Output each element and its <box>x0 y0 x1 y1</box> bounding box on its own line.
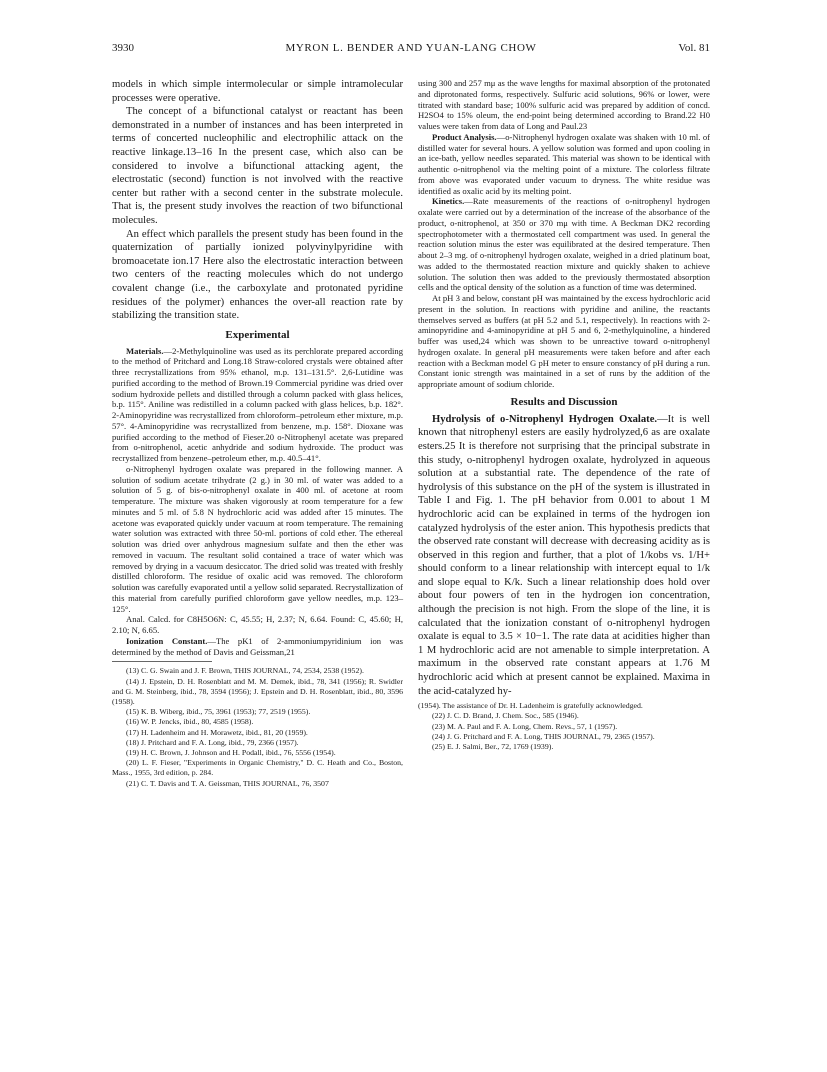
volume-label: Vol. 81 <box>678 42 710 54</box>
ionization-label: Ionization Constant. <box>126 635 208 646</box>
product-analysis-text: —o-Nitrophenyl hydrogen oxalate was shaken with 10 ml. of distilled water for several hours. A yellow solution was formed and upon cooling in an ice-bath, yellow needles separated. This material was shown to be identical with authentic o-nitrophenol via the melting point of a mixture. The colorless filtrate from above was evaporated under vacuum to dryness. The white residue was identified as oxalic acid by its melting point. <box>418 131 711 196</box>
hydrolysis-text: —It is well known that nitrophenyl esters are easily hydrolyzed,6 as are oxalate esters.25 It is therefore not surprising that the principal substrate in this study, o-nitrophenyl hydrogen oxalate, hydrolyzed in aqueous solution at a substantial rate. The dependence of the rate of hydrolysis of this substance on the pH of the system is illustrated in Table I and Fig. 1. The pH behavior from 0.001 to about 1 M hydrochloric acid can be explained in terms of the hydrogen ion catalyzed hydrolysis of the ester anion. This hypothesis predicts that the observed rate constant will decrease with decreasing acidity as is observed in this region and further, that a plot of 1/kobs vs. 1/H+ should conform to a linear relationship with intercept equal to 1/k and slope equal to K/k. Such a linear relationship does hold over about four powers of ten in the hydrogen ion concentration, although the precision is not high. From the slope of the line, it is calculated that the ionization constant of o-nitrophenyl hydrogen oxalate is equal to 3.5 × 10−1. The rate data at acidities higher than 1 M hydrochloric acid are not amenable to simple interpretation. A maximum in the observed rate constant appears at 1.76 M hydrochloric acid which at present cannot be explained. Maxima in the acid-catalyzed hy- <box>418 413 710 697</box>
left-column <box>112 78 403 789</box>
footnote: (24) J. G. Pritchard and F. A. Long, THIS JOURNAL, 79, 2365 (1957). <box>432 731 655 741</box>
footnote: (13) C. G. Swain and J. F. Brown, THIS JOURNAL, 74, 2534, 2538 (1952). <box>126 666 364 676</box>
kinetics-text: —Rate measurements of the reactions of o-nitrophenyl hydrogen oxalate were carried out by a determination of the increase of the absorbance of the product, o-nitrophenol, at 350 or 370 mμ with time. A Beckman DK2 recording spectrophotometer with a thermostated cell compartment was used. In general the reaction solution minus the ester was equilibrated at the desired temperature. Then about 2–3 mg. of o-nitrophenyl hydrogen oxalate, weighed in a dried platinum boat, was added to the thermostated reaction mixture and quickly shaken to achieve solution. The solution then was added to the previously thermostated absorption cells and the optical density of the solution as a function of time was determined. <box>418 196 710 293</box>
ionization-paragraph <box>112 636 403 658</box>
footnote: (17) H. Ladenheim and H. Morawetz, ibid., 81, 20 (1959). <box>126 727 308 737</box>
footnote: (18) J. Pritchard and F. A. Long, ibid., 79, 2366 (1957). <box>126 737 299 747</box>
footnote: (14) J. Epstein, D. H. Rosenblatt and M. M. Demek, ibid., 78, 341 (1956); R. Swidler and G. M. Steinberg, ibid., 78, 3594 (1956); J. Epstein and D. H. Rosenblatt, ibid., 80, 3596 (1958). <box>112 676 403 707</box>
intro-paragraph-2: The concept of a bifunctional catalyst or reactant has been demonstrated in a number of instances and has been interpreted in terms of concerted nucleophilic and electrophilic attack on the reactive linkage.13–16 In the present case, which also can be considered to involve a bifunctional attacking agent, the electrostatic (second) function is not involved with the reactive center but rather with a second center in the substrate molecule. That is, the present study involves the reaction of two bifunctional molecules. <box>112 106 403 226</box>
running-header <box>112 42 710 58</box>
materials-label: Materials. <box>126 345 164 356</box>
footnote: (23) M. A. Paul and F. A. Long, Chem. Revs., 57, 1 (1957). <box>432 721 618 731</box>
hydrolysis-label: Hydrolysis of o-Nitrophenyl Hydrogen Oxalate. <box>432 413 658 425</box>
intro-paragraph-3: An effect which parallels the present study has been found in the quaternization of partially ionized polyvinylpyridine with bromoacetate ion.17 Here also the electrostatic interaction between two centers of the reacting molecules which do not undergo covalent change (i.e., the carboxylate and protonated pyridine residues of the polymer) enhances the over-all reaction rate by stabilizing the transition state. <box>112 228 403 322</box>
running-title: MYRON L. BENDER AND YUAN-LANG CHOW <box>285 42 537 54</box>
footnote: (22) J. C. D. Brand, J. Chem. Soc., 585 (1946). <box>432 711 579 721</box>
preparation-paragraph: o-Nitrophenyl hydrogen oxalate was prepared in the following manner. A solution of sodium acetate trihydrate (2 g.) in 30 ml. of water was added to a solution of 5 g. of bis-o-nitrophenyl oxalate in 400 ml. of acetone at room temperature. The mixture was shaken vigorously at room temperature for a few minutes and 5 ml. of 5.8 N hydrochloric acid was added after 15 minutes. The acetone was evaporated quickly under vacuum at room temperature. The remaining water solution was extracted with three 50-ml. portions of cold ether. The ethereal solution was dried over anhydrous magnesium sulfate and then the ether was removed in vacuum. The resultant solid contained a trace of water which was removed by drying in a vacuum desiccator. The dried solid was treated with freshly distilled chloroform. The residue of oxalic acid was removed. The chloroform solution was carefully evaporated until a yellow solid separated. Recrystallization of this material from carefully purified chloroform gave yellow needles, m.p. 123–125°. <box>112 463 403 614</box>
kinetics-label: Kinetics. <box>432 196 465 207</box>
right-footnotes <box>418 701 710 752</box>
footnote: (25) E. J. Salmi, Ber., 72, 1769 (1939). <box>432 742 554 752</box>
right-column <box>418 78 710 752</box>
footnote: (16) W. P. Jencks, ibid., 80, 4585 (1958). <box>126 717 254 727</box>
ph-paragraph: At pH 3 and below, constant pH was maintained by the excess hydrochloric acid present in the solution. In reactions with pyridine and aniline, the reactants themselves served as buffers (at pH 5.2 and 5.1, respectively). In reactions with 2-aminopyridine and 4-aminopyridine at pH 5 and 6, 2-methylquinoline, a hindered buffer was used,24 which was shown to be unreactive toward o-nitrophenyl hydrogen oxalate. In general pH measurements were taken before and after each reaction with a Beckman model G pH meter to ensure constancy of pH during a run. Constant ionic strength was maintained in a set of runs by the addition of the appropriate amount of sodium chloride. <box>418 293 710 389</box>
analysis-paragraph: Anal. Calcd. for C8H5O6N: C, 45.55; H, 2.37; N, 6.64. Found: C, 45.60; H, 2.10; N, 6.65. <box>112 614 403 636</box>
footnote: (21) C. T. Davis and T. A. Geissman, THIS JOURNAL, 76, 3507 <box>126 778 329 788</box>
footnote: (15) K. B. Wiberg, ibid., 75, 3961 (1953); 77, 2519 (1955). <box>126 707 311 717</box>
hydrolysis-paragraph <box>418 413 710 698</box>
materials-paragraph <box>112 346 403 464</box>
footnote: (20) L. F. Fieser, "Experiments in Organic Chemistry," D. C. Heath and Co., Boston, Mass., 1955, 3rd edition, p. 284. <box>112 758 403 778</box>
footnote: (1954). The assistance of Dr. H. Ladenheim is gratefully acknowledged. <box>418 701 643 711</box>
results-heading: Results and Discussion <box>510 395 618 408</box>
product-analysis-label: Product Analysis. <box>432 131 497 142</box>
materials-text: —2-Methylquinoline was used as its perchlorate prepared according to the method of Pritchard and Long.18 Straw-colored crystals were obtained after three recrystallizations from 95% ethanol, m.p. 131–131.5°. 2,6-Lutidine was purified according to the method of Brown.19 Commercial pyridine was dried over sodium hydroxide pellets and distilled through a column packed with glass helices, b.p. 115°. Aniline was redistilled in a column packed with glass helices, b.p. 182°. 2-Aminopyridine was recrystallized from chloroform–petroleum ether mixture, m.p. 57°. 4-Aminopyridine was recrystallized from benzene, m.p. 158°. Dioxane was purified according to the method of Fieser.20 o-Nitrophenyl acetate was prepared from o-nitrophenol, acetic anhydride and sodium hydroxide. The product was recrystallized from benzene–petroleum ether, m.p. 40.5–41°. <box>112 345 403 464</box>
ionization-text: —The pK1 of 2-ammoniumpyridinium ion was determined by the method of Davis and Geissman,21 <box>112 635 403 657</box>
experimental-heading: Experimental <box>225 328 290 341</box>
footnote-rule <box>112 661 212 662</box>
left-footnotes <box>112 666 403 788</box>
product-analysis-paragraph <box>418 132 710 197</box>
page-number: 3930 <box>112 42 134 54</box>
intro-paragraph-1: models in which simple intermolecular or simple intramolecular processes were operative. <box>112 79 403 104</box>
kinetics-paragraph <box>418 196 710 293</box>
footnote: (19) H. C. Brown, J. Johnson and H. Podall, ibid., 76, 5556 (1954). <box>126 748 336 758</box>
continued-paragraph: using 300 and 257 mμ as the wave lengths for maximal absorption of the protonated and diprotonated forms, respectively. Sulfuric acid solutions, 96% or lower, were titrated with standard base; 100% sulfuric acid was prepared by addition of concd. H2SO4 to 15% oleum, the end-point being determined according to Brand.22 H0 values were taken from data of Long and Paul.23 <box>418 78 710 131</box>
